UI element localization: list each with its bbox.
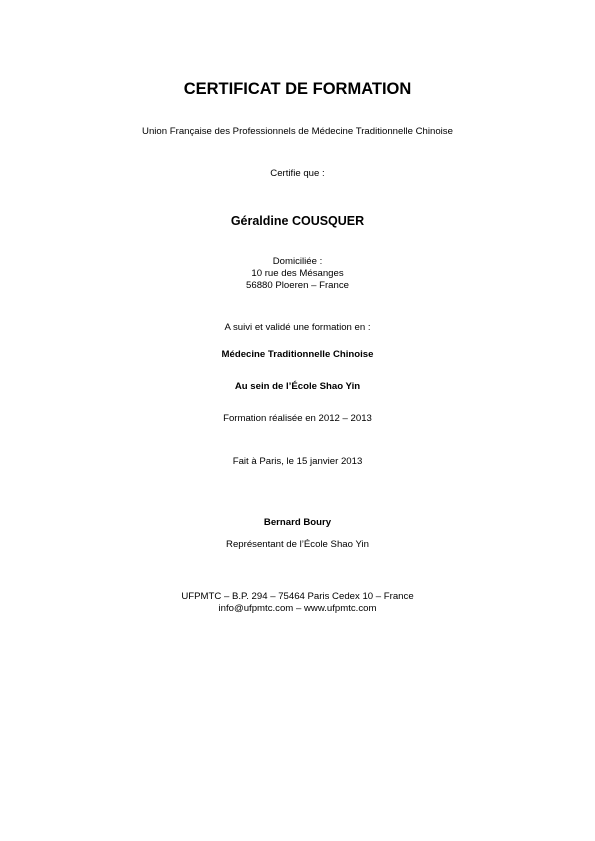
footer-address: UFPMTC – B.P. 294 – 75464 Paris Cedex 10 – France xyxy=(181,591,414,602)
address-city: 56880 Ploeren – France xyxy=(246,280,349,291)
place-and-date: Fait à Paris, le 15 janvier 2013 xyxy=(232,456,363,467)
certificate-title: CERTIFICAT DE FORMATION xyxy=(183,80,412,98)
training-period: Formation réalisée en 2012 – 2013 xyxy=(223,413,372,424)
training-school: Au sein de l’École Shao Yin xyxy=(234,381,361,392)
training-discipline: Médecine Traditionnelle Chinoise xyxy=(221,349,374,360)
footer-contact: info@ufpmtc.com – www.ufpmtc.com xyxy=(218,603,377,614)
recipient-name: Géraldine COUSQUER xyxy=(230,214,365,228)
signatory-role: Représentant de l’École Shao Yin xyxy=(226,539,369,550)
certify-intro: Certifie que : xyxy=(270,168,325,179)
completion-text: A suivi et validé une formation en : xyxy=(224,322,371,333)
issuing-organization: Union Française des Professionnels de Médecine Traditionnelle Chinoise xyxy=(142,126,453,137)
address-label: Domiciliée : xyxy=(272,256,323,267)
signatory-name: Bernard Boury xyxy=(263,517,332,528)
address-street: 10 rue des Mésanges xyxy=(251,268,344,279)
